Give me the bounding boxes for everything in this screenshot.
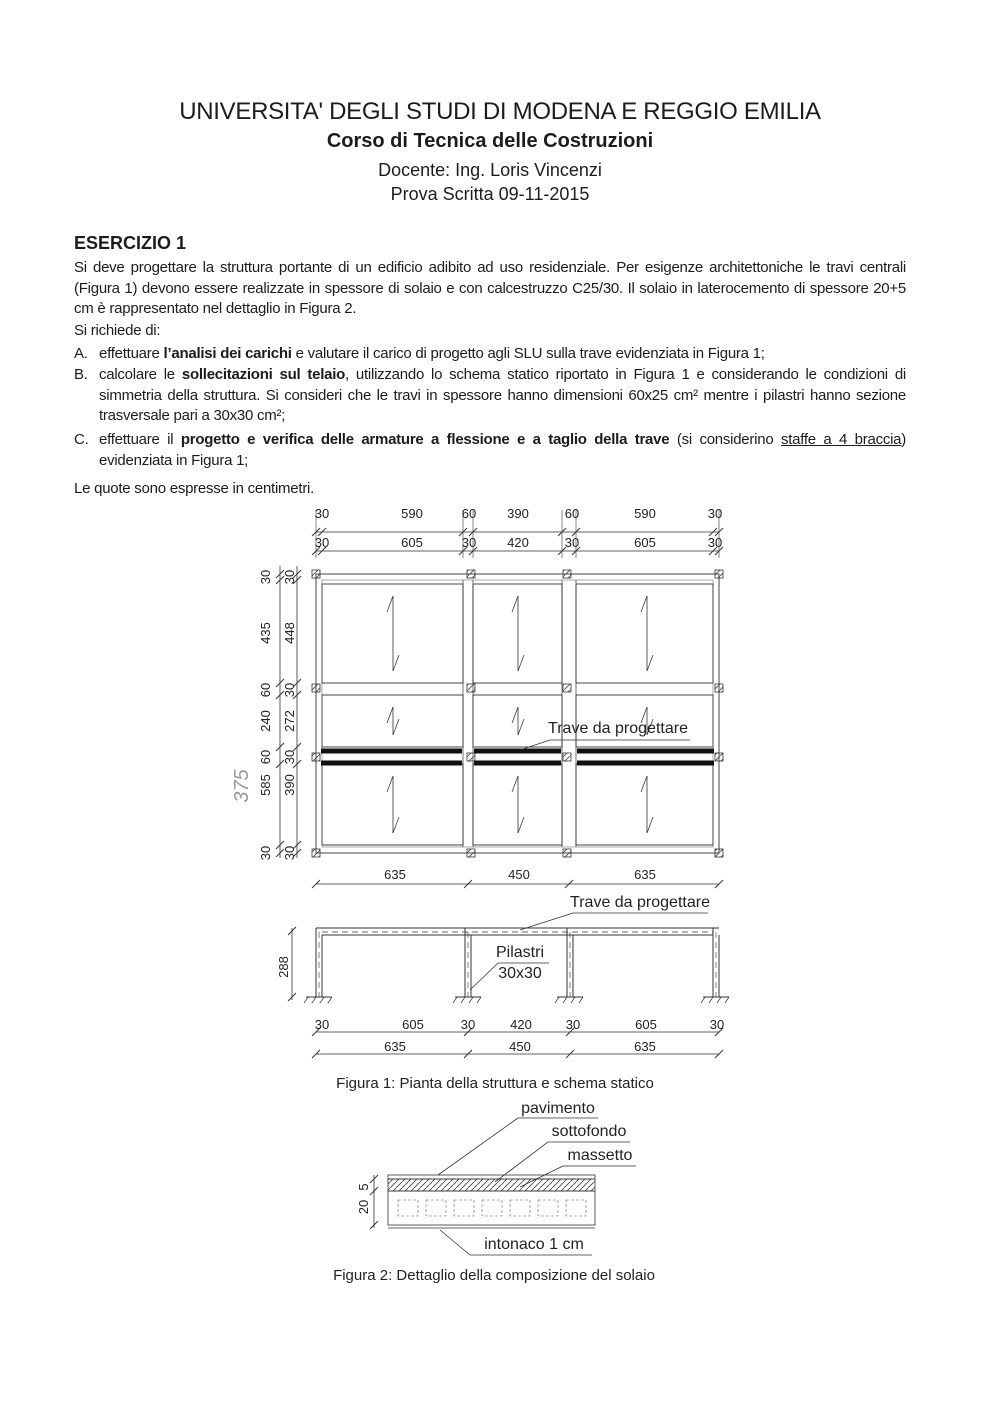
exam-date-line: Prova Scritta 09-11-2015: [390, 184, 590, 204]
dim-left-outer: 30: [258, 569, 273, 585]
label-massetto: massetto: [567, 1147, 633, 1164]
column-size-label: 30x30: [498, 965, 542, 982]
span-arrow-head: [518, 817, 524, 833]
figure-1-plan: [231, 506, 723, 888]
dim-left-inner: 390: [282, 774, 297, 796]
beam-label: Trave da progettare: [548, 720, 688, 737]
dim-left-outer: 240: [258, 710, 273, 732]
block-hole: [566, 1200, 586, 1216]
label-sottofondo: sottofondo: [551, 1123, 627, 1140]
base-hatch: [312, 997, 316, 1003]
asks-line: Si richiede di:: [74, 322, 161, 339]
span-arrow-head: [393, 817, 399, 833]
base-hatch: [555, 997, 559, 1003]
base-hatch: [579, 997, 583, 1003]
dim-frame-row-1: 605: [402, 1017, 424, 1032]
base-hatch: [328, 997, 332, 1003]
column-marker: [563, 849, 571, 857]
column-marker: [563, 570, 571, 578]
block-hole: [426, 1200, 446, 1216]
column-marker: [715, 753, 723, 761]
block-hole: [482, 1200, 502, 1216]
base-hatch: [320, 997, 324, 1003]
base-hatch: [563, 997, 567, 1003]
span-arrow-head: [387, 776, 393, 792]
leader-pavimento: [438, 1118, 518, 1175]
dim-top-row-1: 30: [314, 506, 330, 521]
layer-massetto: [388, 1179, 595, 1191]
base-hatch: [461, 997, 465, 1003]
dim-frame-row-2: 635: [384, 1039, 406, 1054]
column-marker: [715, 570, 723, 578]
dim-top-row-2: 30: [707, 535, 723, 550]
slab-panel: [473, 764, 562, 845]
dim-left-inner: 272: [282, 710, 297, 732]
dim-top-row-2: 30: [564, 535, 580, 550]
slab-panel: [576, 584, 713, 683]
column-marker: [312, 570, 320, 578]
university-title: UNIVERSITA' DEGLI STUDI DI MODENA E REGGIO EMILIA: [179, 98, 821, 125]
dim-top-row-2: 30: [461, 535, 477, 550]
frame-beam-leader: [520, 913, 573, 930]
dim-left-outer: 60: [258, 682, 273, 698]
exercise-intro: Si deve progettare la struttura portante di un edificio adibito ad uso residenziale. Per esigenze architettoniche le travi centrali (Figura 1) devono essere realizzate in spessore di solaio e con calcestruzzo C25/30. Il solaio in laterocemento di spessore 20+5 cm è rappresentato nel dettaglio in Figura 2.: [74, 259, 906, 317]
dim-top-row-2: 30: [314, 535, 330, 550]
span-arrow-head: [647, 817, 653, 833]
dim-frame-row-1: 30: [709, 1017, 725, 1032]
span-arrow-head: [393, 719, 399, 735]
dim-left-outer: 60: [258, 749, 273, 765]
span-arrow-head: [393, 655, 399, 671]
dim-top-row-1: 60: [564, 506, 580, 521]
column-marker: [715, 684, 723, 692]
dim-slab-thickness: 20: [356, 1199, 371, 1215]
dim-plan-bottom: 635: [634, 867, 656, 882]
span-arrow-head: [512, 776, 518, 792]
span-arrow-head: [387, 707, 393, 723]
base-hatch: [717, 997, 721, 1003]
column-marker: [312, 849, 320, 857]
column-marker: [312, 684, 320, 692]
slab-panel: [473, 584, 562, 683]
base-hatch: [571, 997, 575, 1003]
span-arrow-head: [518, 655, 524, 671]
layer-laterocemento: [388, 1191, 595, 1225]
span-arrow-head: [641, 596, 647, 612]
dim-top-row-1: 590: [634, 506, 656, 521]
column-marker: [467, 753, 475, 761]
base-hatch: [709, 997, 713, 1003]
figure-1-frame: [276, 894, 729, 1092]
dim-frame-row-1: 30: [565, 1017, 581, 1032]
block-hole: [510, 1200, 530, 1216]
dim-left-inner: 30: [282, 569, 297, 585]
span-arrow-head: [512, 596, 518, 612]
slab-panel: [576, 764, 713, 845]
dim-frame-row-1: 30: [460, 1017, 476, 1032]
dim-top-row-2: 605: [634, 535, 656, 550]
dim-left-inner: 30: [282, 845, 297, 861]
base-hatch: [453, 997, 457, 1003]
dim-top-row-1: 590: [401, 506, 423, 521]
span-arrow-head: [387, 596, 393, 612]
base-hatch: [304, 997, 308, 1003]
base-hatch: [701, 997, 705, 1003]
span-arrow-head: [518, 719, 524, 735]
figure-2-slab-detail: [333, 1100, 655, 1284]
column-label: Pilastri: [495, 944, 545, 961]
label-pavimento: pavimento: [521, 1100, 595, 1117]
leader-sottofondo: [495, 1142, 548, 1182]
column-marker: [563, 753, 571, 761]
column-marker: [467, 684, 475, 692]
base-hatch: [477, 997, 481, 1003]
dim-top-row-2: 420: [507, 535, 529, 550]
exercise-title: ESERCIZIO 1: [74, 233, 187, 253]
dim-top-row-1: 390: [507, 506, 529, 521]
slab-panel: [322, 764, 463, 845]
plan-inner-outline: [322, 580, 713, 847]
block-hole: [538, 1200, 558, 1216]
figure-2-caption: Figura 2: Dettaglio della composizione del solaio: [333, 1267, 655, 1284]
label-intonaco: intonaco 1 cm: [484, 1236, 584, 1253]
column-marker: [312, 753, 320, 761]
plan-outline: [316, 574, 719, 853]
dim-frame-row-2: 635: [634, 1039, 656, 1054]
dim-column-height: 288: [276, 956, 291, 978]
leader-intonaco: [440, 1230, 470, 1255]
dim-top-row-1: 30: [707, 506, 723, 521]
dim-left-outer: 585: [258, 774, 273, 796]
frame-beam-label: Trave da progettare: [570, 894, 710, 911]
block-hole: [398, 1200, 418, 1216]
dim-plan-bottom: 450: [508, 867, 530, 882]
dim-frame-row-1: 605: [635, 1017, 657, 1032]
dim-frame-row-1: 420: [510, 1017, 532, 1032]
figure-1-caption: Figura 1: Pianta della struttura e schema statico: [336, 1075, 654, 1092]
slab-panel: [322, 695, 463, 747]
span-arrow-head: [512, 707, 518, 723]
dim-frame-row-2: 450: [509, 1039, 531, 1054]
units-note: Le quote sono espresse in centimetri.: [74, 480, 315, 497]
dim-left-inner: 448: [282, 622, 297, 644]
layer-pavimento: [388, 1175, 595, 1179]
base-hatch: [725, 997, 729, 1003]
block-hole: [454, 1200, 474, 1216]
course-title: Corso di Tecnica delle Costruzioni: [326, 130, 654, 152]
dim-left-outer: 30: [258, 845, 273, 861]
span-arrow-head: [641, 776, 647, 792]
teacher-line: Docente: Ing. Loris Vincenzi: [378, 160, 602, 180]
dim-top-row-1: 60: [461, 506, 477, 521]
column-marker: [467, 849, 475, 857]
span-arrow-head: [647, 655, 653, 671]
column-marker: [467, 570, 475, 578]
column-leader: [470, 963, 498, 990]
slab-panel: [322, 584, 463, 683]
handwritten-note: 375: [231, 769, 253, 803]
dim-frame-row-1: 30: [314, 1017, 330, 1032]
dim-left-outer: 435: [258, 622, 273, 644]
column-marker: [715, 849, 723, 857]
dim-top-row-2: 605: [401, 535, 423, 550]
dim-left-inner: 30: [282, 749, 297, 765]
column-marker: [563, 684, 571, 692]
dim-left-inner: 30: [282, 682, 297, 698]
dim-plan-bottom: 635: [384, 867, 406, 882]
base-hatch: [469, 997, 473, 1003]
dim-slab-topping: 5: [356, 1183, 371, 1191]
